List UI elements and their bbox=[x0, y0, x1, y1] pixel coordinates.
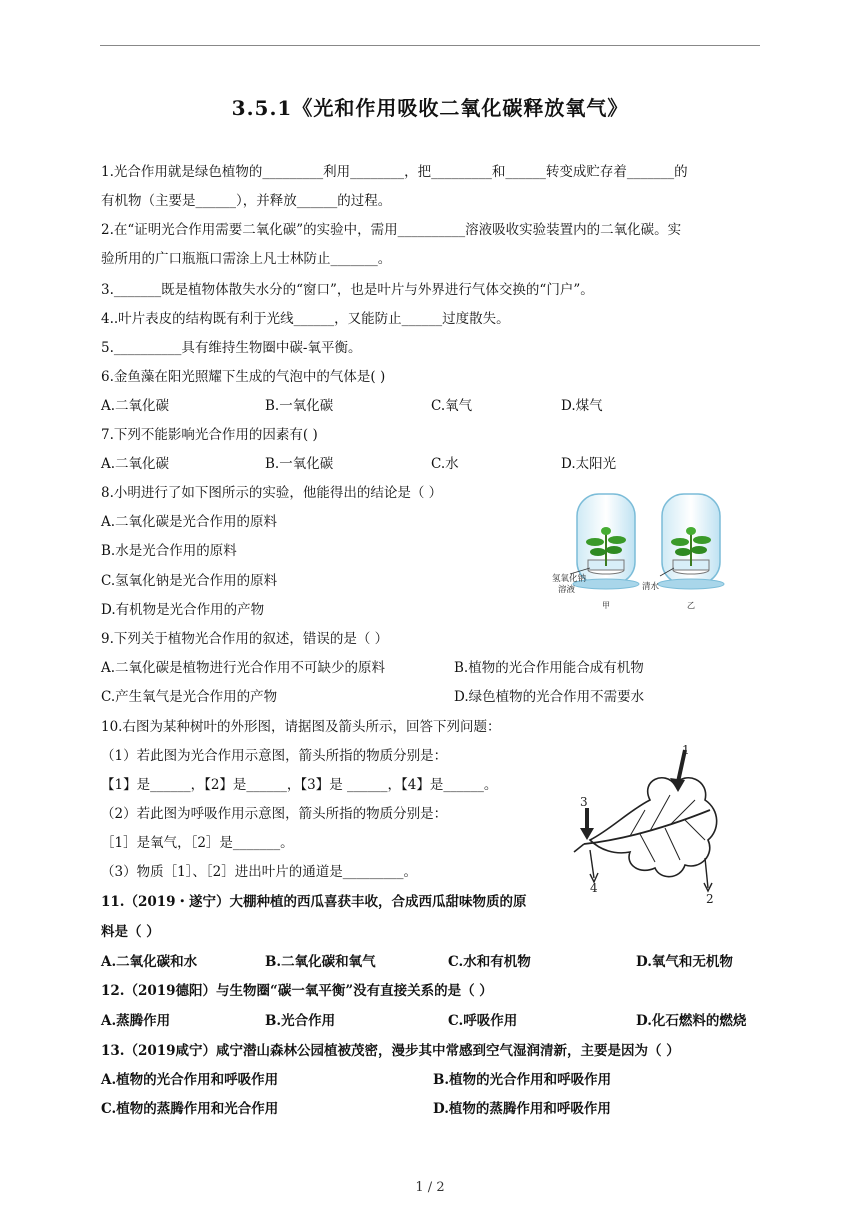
q12-option-d: D.化石燃料的燃烧 bbox=[636, 1013, 747, 1029]
q1-line2: 有机物（主要是______），并释放______的过程。 bbox=[101, 193, 392, 209]
q3-line: 3._______既是植物体散失水分的“窗口”，也是叶片与外界进行气体交换的“门户”。 bbox=[101, 282, 594, 298]
header-rule bbox=[100, 45, 760, 46]
q11-option-a: A.二氧化碳和水 bbox=[101, 954, 198, 970]
q7-stem: 7.下列不能影响光合作用的因素有( ) bbox=[101, 427, 318, 443]
q13-option-c: C.植物的蒸腾作用和光合作用 bbox=[101, 1101, 279, 1117]
q6-option-b: B.一氧化碳 bbox=[265, 398, 334, 414]
q10-part2-blanks: ［1］是氧气，［2］是_______。 bbox=[101, 835, 294, 851]
q11-stem-line1: 11.（2019・遂宁）大棚种植的西瓜喜获丰收，合成西瓜甜味物质的原 bbox=[101, 894, 527, 910]
label-naoh-2: 溶液 bbox=[558, 584, 576, 594]
q9-option-c: C.产生氧气是光合作用的产物 bbox=[101, 689, 278, 705]
q10-stem: 10.右图为某种树叶的外形图，请据图及箭头所示，回答下列问题： bbox=[101, 719, 501, 735]
q13-option-b: B.植物的光合作用和呼吸作用 bbox=[433, 1072, 612, 1088]
q8-option-a: A.二氧化碳是光合作用的原料 bbox=[101, 514, 278, 530]
q10-part2: （2）若此图为呼吸作用示意图，箭头所指的物质分别是： bbox=[101, 806, 448, 822]
q8-stem: 8.小明进行了如下图所示的实验，他能得出的结论是（ ） bbox=[101, 485, 443, 501]
leaf-label-1: 1 bbox=[682, 743, 690, 757]
leaf-label-2: 2 bbox=[706, 892, 714, 906]
leaf-figure bbox=[570, 740, 735, 908]
q8-option-b: B.水是光合作用的原料 bbox=[101, 543, 237, 559]
q10-part3: （3）物质［1］、［2］进出叶片的通道是_________。 bbox=[101, 864, 418, 880]
q6-stem: 6.金鱼藻在阳光照耀下生成的气泡中的气体是( ) bbox=[101, 369, 386, 385]
q1-line1: 1.光合作用就是绿色植物的_________利用________，把_________和______转变成贮存着_______的 bbox=[101, 164, 688, 180]
q11-option-b: B.二氧化碳和氧气 bbox=[265, 954, 376, 970]
q9-option-a: A.二氧化碳是植物进行光合作用不可缺少的原料 bbox=[101, 660, 386, 676]
q12-option-c: C.呼吸作用 bbox=[448, 1013, 518, 1029]
q9-option-b: B.植物的光合作用能合成有机物 bbox=[454, 660, 644, 676]
q7-option-a: A.二氧化碳 bbox=[101, 456, 170, 472]
q7-option-d: D.太阳光 bbox=[561, 456, 617, 472]
q11-option-c: C.水和有机物 bbox=[448, 954, 531, 970]
caption-yi: 乙 bbox=[687, 601, 695, 610]
q11-stem-line2: 料是（ ） bbox=[101, 924, 160, 940]
q12-option-b: B.光合作用 bbox=[265, 1013, 336, 1029]
q6-option-a: A.二氧化碳 bbox=[101, 398, 170, 414]
q7-option-b: B.一氧化碳 bbox=[265, 456, 334, 472]
leaf-label-3: 3 bbox=[580, 795, 588, 809]
q12-option-a: A.蒸腾作用 bbox=[101, 1013, 171, 1029]
q8-option-d: D.有机物是光合作用的产物 bbox=[101, 602, 265, 618]
q7-option-c: C.水 bbox=[431, 456, 459, 472]
q13-option-a: A.植物的光合作用和呼吸作用 bbox=[101, 1072, 279, 1088]
q6-option-d: D.煤气 bbox=[561, 398, 603, 414]
jar-right bbox=[658, 494, 724, 589]
caption-jia: 甲 bbox=[602, 601, 610, 610]
page-number: 1 / 2 bbox=[415, 1180, 445, 1195]
q8-option-c: C.氢氧化钠是光合作用的原料 bbox=[101, 573, 278, 589]
q5-line: 5.__________具有维持生物圈中碳-氧平衡。 bbox=[101, 340, 362, 356]
label-naoh-1: 氢氧化钠 bbox=[552, 573, 587, 583]
q10-part1: （1）若此图为光合作用示意图，箭头所指的物质分别是： bbox=[101, 748, 448, 764]
leaf-label-4: 4 bbox=[590, 881, 598, 895]
q11-option-d: D.氧气和无机物 bbox=[636, 954, 733, 970]
q12-stem: 12.（2019德阳）与生物圈“碳一氧平衡”没有直接关系的是（ ） bbox=[101, 983, 493, 999]
q9-option-d: D.绿色植物的光合作用不需要水 bbox=[454, 689, 645, 705]
q2-line2: 验所用的广口瓶瓶口需涂上凡士林防止_______。 bbox=[101, 251, 392, 267]
q10-part1-blanks: 【1】是______，【2】是______，【3】是 ______，【4】是______。 bbox=[101, 777, 498, 793]
jar-experiment-figure bbox=[532, 486, 732, 616]
page-title: 3.5.1《光和作用吸收二氧化碳释放氧气》 bbox=[231, 96, 629, 120]
label-water: 清水 bbox=[642, 581, 660, 591]
q13-stem: 13.（2019咸宁）咸宁潜山森林公园植被茂密，漫步其中常感到空气湿润清新，主要是因为（ ） bbox=[101, 1043, 680, 1059]
q6-option-c: C.氧气 bbox=[431, 398, 473, 414]
q13-option-d: D.植物的蒸腾作用和呼吸作用 bbox=[433, 1101, 611, 1117]
q4-line: 4..叶片表皮的结构既有利于光线______，又能防止______过度散失。 bbox=[101, 311, 510, 327]
q9-stem: 9.下列关于植物光合作用的叙述，错误的是（ ） bbox=[101, 631, 389, 647]
q2-line1: 2.在“证明光合作用需要二氧化碳”的实验中，需用__________溶液吸收实验装置内的二氧化碳。实 bbox=[101, 222, 682, 238]
